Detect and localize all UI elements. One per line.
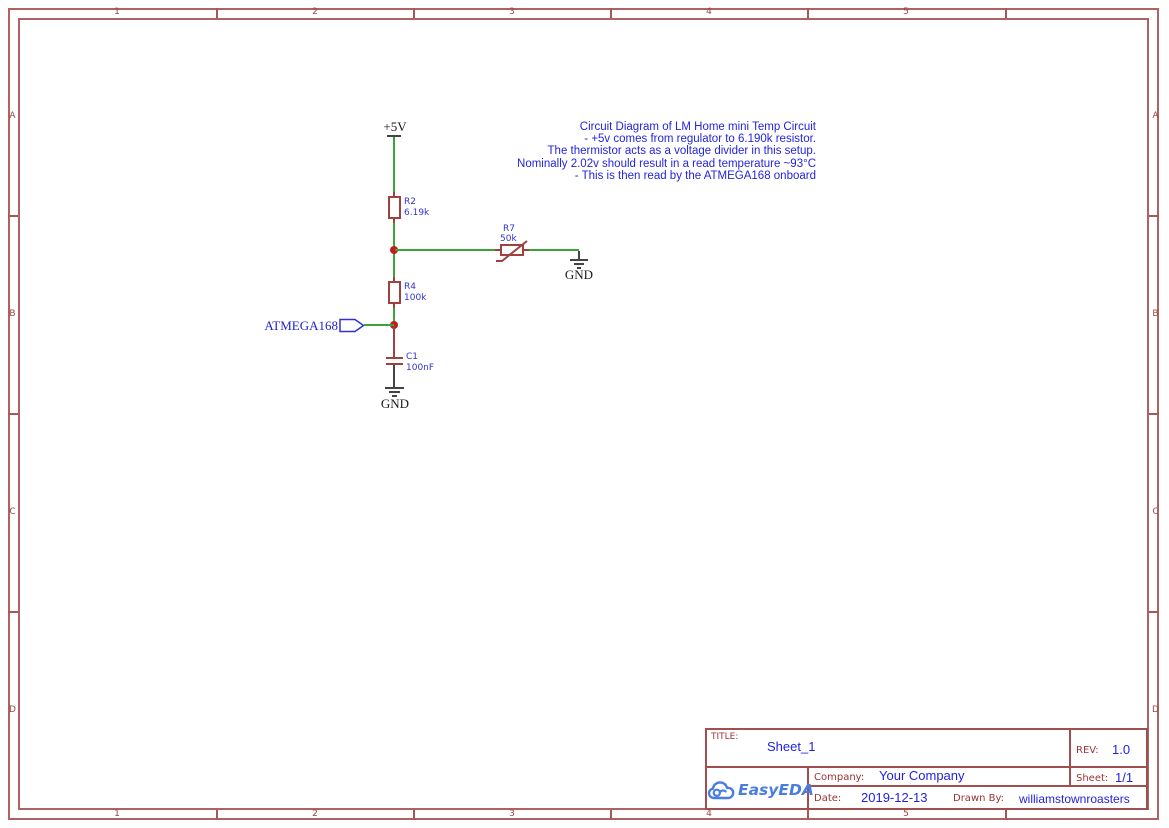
resistor-r2-ref[interactable]: R2 — [404, 197, 416, 207]
frame-col-label: 3 — [509, 7, 515, 17]
frame-row-label: A — [9, 111, 16, 121]
frame-row-label: C — [9, 507, 16, 517]
resistor-r4-ref[interactable]: R4 — [404, 282, 416, 292]
drawn-by-label: Drawn By: — [953, 793, 1005, 804]
thermistor-r7-ref[interactable]: R7 — [503, 224, 515, 234]
frame-tick — [8, 215, 18, 217]
gnd-label: GND — [564, 267, 594, 282]
frame-tick — [413, 8, 415, 18]
frame-tick — [610, 810, 612, 820]
sheet-label: Sheet: — [1076, 773, 1109, 784]
frame-tick — [216, 8, 218, 18]
resistor-r4-value[interactable]: 100k — [404, 293, 427, 303]
frame-tick — [1005, 810, 1007, 820]
annotation-line: The thermistor acts as a voltage divider in this setup. — [547, 145, 816, 158]
thermistor-r7-value[interactable]: 50k — [500, 234, 517, 244]
pin-stub — [393, 365, 395, 387]
annotation-text[interactable] — [296, 121, 816, 182]
frame-tick — [1149, 413, 1159, 415]
company-value[interactable]: Your Company — [879, 768, 965, 783]
title-block-divider — [1069, 728, 1071, 787]
frame-col-label: 1 — [114, 809, 120, 819]
date-label: Date: — [814, 793, 842, 804]
frame-row-label: B — [9, 309, 16, 319]
drawn-by-value[interactable]: williamstownroasters — [1019, 792, 1130, 806]
resistor-r4[interactable] — [388, 281, 401, 304]
pin-stub — [393, 326, 395, 357]
frame-tick — [610, 8, 612, 18]
resistor-r2[interactable] — [388, 196, 401, 219]
rev-label: REV: — [1076, 745, 1099, 756]
sheet-value[interactable]: 1/1 — [1115, 770, 1134, 785]
frame-row-label: A — [1152, 111, 1159, 121]
annotation-line: Nominally 2.02v should result in a read temperature ~93°C — [517, 157, 816, 170]
gnd-symbol-bar — [574, 263, 584, 265]
frame-col-label: 3 — [509, 809, 515, 819]
frame-col-label: 5 — [903, 7, 909, 17]
gnd-label: GND — [380, 396, 410, 411]
easyeda-cloud-icon — [707, 778, 737, 804]
frame-tick — [1005, 8, 1007, 18]
gnd-symbol-stem[interactable] — [578, 251, 580, 259]
wire[interactable] — [364, 324, 394, 326]
sheet-title[interactable]: Sheet_1 — [767, 739, 816, 754]
power-flag-label[interactable]: +5V — [383, 119, 407, 134]
frame-col-label: 5 — [903, 809, 909, 819]
capacitor-c1-plate[interactable] — [386, 357, 403, 359]
frame-tick — [216, 810, 218, 820]
frame-tick — [8, 413, 18, 415]
rev-value[interactable]: 1.0 — [1112, 742, 1131, 757]
gnd-symbol-bar[interactable] — [385, 387, 404, 389]
easyeda-logo — [707, 777, 814, 807]
frame-tick — [1149, 611, 1159, 613]
gnd-symbol-bar — [389, 391, 400, 393]
frame-tick — [8, 611, 18, 613]
easyeda-logo-text: EasyEDA — [738, 781, 814, 799]
frame-col-label: 4 — [706, 809, 712, 819]
frame-col-label: 2 — [312, 809, 318, 819]
title-label: TITLE: — [711, 732, 739, 742]
frame-tick — [807, 8, 809, 18]
net-port-label[interactable]: ATMEGA168 — [264, 318, 338, 333]
frame-tick — [413, 810, 415, 820]
wire[interactable] — [529, 249, 579, 251]
capacitor-c1-ref[interactable]: C1 — [406, 352, 419, 362]
wire[interactable] — [393, 137, 395, 192]
frame-row-label: C — [1152, 507, 1159, 517]
frame-col-label: 2 — [312, 7, 318, 17]
frame-col-label: 1 — [114, 7, 120, 17]
frame-col-label: 4 — [706, 7, 712, 17]
gnd-symbol-bar — [570, 259, 588, 261]
annotation-line: - This is then read by the ATMEGA168 onboard — [574, 169, 816, 182]
frame-tick — [1149, 215, 1159, 217]
date-value[interactable]: 2019-12-13 — [861, 790, 928, 805]
annotation-line: Circuit Diagram of LM Home mini Temp Circuit — [579, 121, 816, 133]
wire[interactable] — [395, 249, 495, 251]
capacitor-c1-value[interactable]: 100nF — [406, 363, 435, 373]
frame-row-label: B — [1152, 309, 1159, 319]
company-label: Company: — [814, 772, 865, 783]
frame-tick — [807, 810, 809, 820]
frame-row-label: D — [9, 705, 16, 715]
title-block-divider — [807, 785, 1148, 787]
net-port-arrow[interactable] — [339, 318, 365, 333]
frame-row-label: D — [1152, 705, 1159, 715]
annotation-line: - +5v comes from regulator to 6.190k resistor. — [584, 133, 816, 146]
resistor-r2-value[interactable]: 6.19k — [404, 208, 430, 218]
